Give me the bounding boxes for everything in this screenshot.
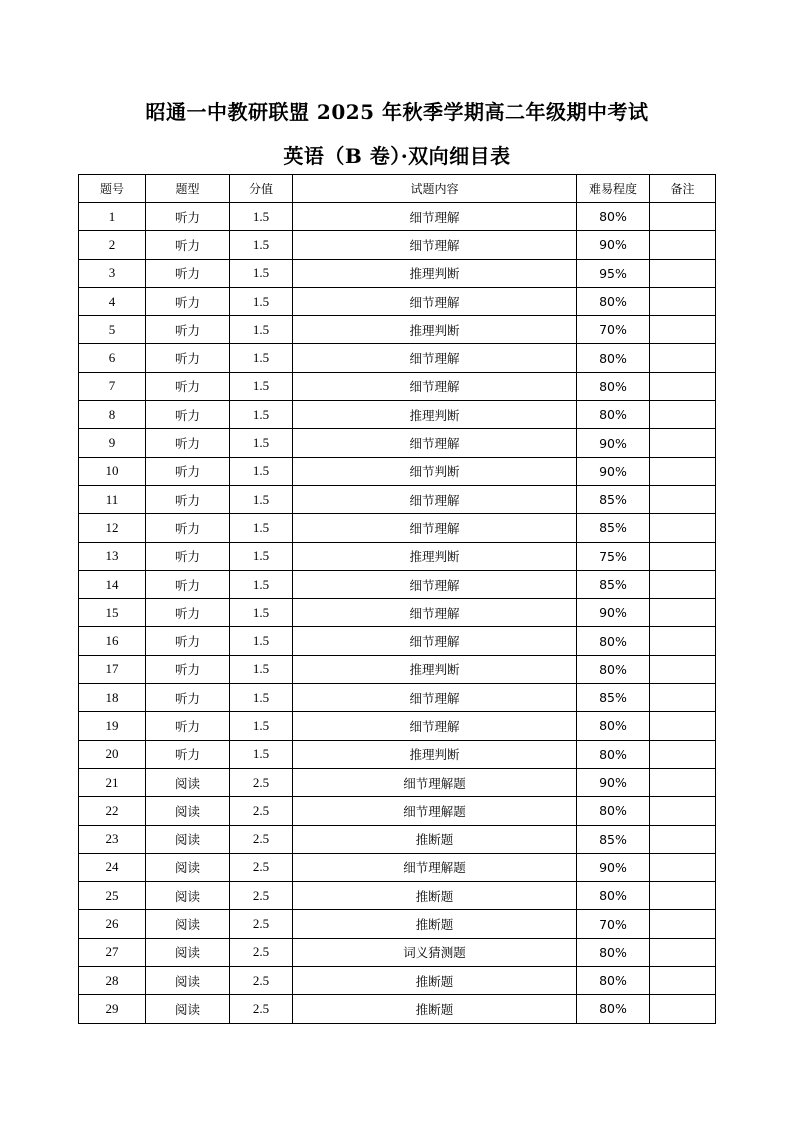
score-cell: 1.5: [230, 570, 293, 598]
score-cell: 1.5: [230, 712, 293, 740]
note-cell: [650, 712, 716, 740]
note-cell: [650, 740, 716, 768]
score-cell: 1.5: [230, 316, 293, 344]
table-row: [79, 203, 716, 231]
difficulty-cell: 90%: [577, 429, 650, 457]
difficulty-cell: 95%: [577, 259, 650, 287]
difficulty-cell: 80%: [577, 797, 650, 825]
table-row: [79, 231, 716, 259]
content-cell: 细节理解: [293, 344, 577, 372]
content-cell: 推断题: [293, 882, 577, 910]
question-number-cell: 6: [79, 344, 146, 372]
question-number-cell: 10: [79, 457, 146, 485]
question-type-cell: 阅读: [146, 825, 230, 853]
note-cell: [650, 655, 716, 683]
table-row: [79, 825, 716, 853]
question-type-cell: 听力: [146, 485, 230, 513]
content-cell: 细节理解题: [293, 797, 577, 825]
table-row: [79, 457, 716, 485]
specification-table: [78, 174, 716, 1024]
note-cell: [650, 910, 716, 938]
question-number-cell: 8: [79, 401, 146, 429]
score-cell: 2.5: [230, 768, 293, 796]
note-cell: [650, 344, 716, 372]
difficulty-cell: 90%: [577, 231, 650, 259]
table-row: [79, 882, 716, 910]
question-type-cell: 听力: [146, 401, 230, 429]
note-cell: [650, 768, 716, 796]
table-row: [79, 570, 716, 598]
score-cell: 2.5: [230, 967, 293, 995]
note-cell: [650, 259, 716, 287]
table-row: [79, 995, 716, 1023]
note-cell: [650, 514, 716, 542]
difficulty-cell: 70%: [577, 316, 650, 344]
content-cell: 细节理解: [293, 627, 577, 655]
question-type-cell: 听力: [146, 627, 230, 655]
question-type-cell: 听力: [146, 457, 230, 485]
content-cell: 词义猜测题: [293, 938, 577, 966]
table-row: [79, 429, 716, 457]
table-row: [79, 599, 716, 627]
difficulty-cell: 80%: [577, 627, 650, 655]
difficulty-cell: 80%: [577, 882, 650, 910]
score-cell: 1.5: [230, 231, 293, 259]
note-cell: [650, 627, 716, 655]
score-cell: 2.5: [230, 938, 293, 966]
question-number-cell: 26: [79, 910, 146, 938]
note-cell: [650, 797, 716, 825]
question-type-cell: 听力: [146, 316, 230, 344]
table-row: [79, 910, 716, 938]
score-cell: 1.5: [230, 429, 293, 457]
content-cell: 细节理解: [293, 684, 577, 712]
score-cell: 1.5: [230, 599, 293, 627]
note-cell: [650, 542, 716, 570]
table-row: [79, 967, 716, 995]
question-number-cell: 7: [79, 372, 146, 400]
content-cell: 细节理解: [293, 231, 577, 259]
note-cell: [650, 457, 716, 485]
score-cell: 1.5: [230, 655, 293, 683]
content-cell: 细节理解题: [293, 768, 577, 796]
content-cell: 细节理解: [293, 599, 577, 627]
score-cell: 1.5: [230, 684, 293, 712]
difficulty-cell: 80%: [577, 287, 650, 315]
score-cell: 1.5: [230, 485, 293, 513]
difficulty-cell: 85%: [577, 514, 650, 542]
question-type-cell: 听力: [146, 514, 230, 542]
header-note: 备注: [650, 175, 716, 203]
content-cell: 推断题: [293, 995, 577, 1023]
difficulty-cell: 90%: [577, 457, 650, 485]
question-number-cell: 17: [79, 655, 146, 683]
question-number-cell: 11: [79, 485, 146, 513]
score-cell: 1.5: [230, 372, 293, 400]
header-difficulty: 难易程度: [577, 175, 650, 203]
difficulty-cell: 70%: [577, 910, 650, 938]
content-cell: 细节理解: [293, 712, 577, 740]
header-content: 试题内容: [293, 175, 577, 203]
content-cell: 推理判断: [293, 316, 577, 344]
question-type-cell: 听力: [146, 684, 230, 712]
question-number-cell: 28: [79, 967, 146, 995]
note-cell: [650, 485, 716, 513]
question-type-cell: 听力: [146, 655, 230, 683]
table-row: [79, 712, 716, 740]
table-row: [79, 768, 716, 796]
question-type-cell: 阅读: [146, 967, 230, 995]
content-cell: 推断题: [293, 910, 577, 938]
difficulty-cell: 80%: [577, 740, 650, 768]
score-cell: 2.5: [230, 825, 293, 853]
question-type-cell: 听力: [146, 231, 230, 259]
content-cell: 推理判断: [293, 542, 577, 570]
question-type-cell: 阅读: [146, 995, 230, 1023]
note-cell: [650, 203, 716, 231]
question-type-cell: 听力: [146, 570, 230, 598]
score-cell: 2.5: [230, 797, 293, 825]
question-type-cell: 听力: [146, 740, 230, 768]
content-cell: 推断题: [293, 825, 577, 853]
question-type-cell: 阅读: [146, 853, 230, 881]
difficulty-cell: 90%: [577, 599, 650, 627]
difficulty-cell: 90%: [577, 768, 650, 796]
note-cell: [650, 316, 716, 344]
difficulty-cell: 80%: [577, 655, 650, 683]
content-cell: 细节理解: [293, 485, 577, 513]
note-cell: [650, 429, 716, 457]
table-row: [79, 627, 716, 655]
score-cell: 2.5: [230, 882, 293, 910]
difficulty-cell: 80%: [577, 401, 650, 429]
question-number-cell: 12: [79, 514, 146, 542]
content-cell: 细节判断: [293, 457, 577, 485]
question-number-cell: 13: [79, 542, 146, 570]
table-row: [79, 344, 716, 372]
table-row: [79, 401, 716, 429]
question-type-cell: 听力: [146, 429, 230, 457]
score-cell: 1.5: [230, 287, 293, 315]
question-type-cell: 阅读: [146, 938, 230, 966]
question-number-cell: 2: [79, 231, 146, 259]
document-title: 昭通一中教研联盟 2025 年秋季学期高二年级期中考试: [145, 100, 649, 124]
table-row: [79, 740, 716, 768]
difficulty-cell: 90%: [577, 853, 650, 881]
table-row: [79, 542, 716, 570]
difficulty-cell: 80%: [577, 372, 650, 400]
note-cell: [650, 995, 716, 1023]
table-row: [79, 684, 716, 712]
score-cell: 2.5: [230, 853, 293, 881]
table-row: [79, 259, 716, 287]
note-cell: [650, 825, 716, 853]
question-type-cell: 听力: [146, 287, 230, 315]
question-number-cell: 14: [79, 570, 146, 598]
question-number-cell: 19: [79, 712, 146, 740]
score-cell: 1.5: [230, 457, 293, 485]
question-number-cell: 3: [79, 259, 146, 287]
note-cell: [650, 882, 716, 910]
header-score: 分值: [230, 175, 293, 203]
question-type-cell: 阅读: [146, 797, 230, 825]
score-cell: 2.5: [230, 995, 293, 1023]
difficulty-cell: 80%: [577, 938, 650, 966]
note-cell: [650, 967, 716, 995]
score-cell: 1.5: [230, 203, 293, 231]
content-cell: 细节理解: [293, 203, 577, 231]
question-type-cell: 听力: [146, 542, 230, 570]
score-cell: 2.5: [230, 910, 293, 938]
content-cell: 细节理解: [293, 570, 577, 598]
question-number-cell: 5: [79, 316, 146, 344]
question-type-cell: 阅读: [146, 882, 230, 910]
table-body: [79, 203, 716, 1024]
difficulty-cell: 80%: [577, 967, 650, 995]
question-number-cell: 18: [79, 684, 146, 712]
question-number-cell: 27: [79, 938, 146, 966]
note-cell: [650, 372, 716, 400]
content-cell: 细节理解: [293, 514, 577, 542]
note-cell: [650, 938, 716, 966]
question-number-cell: 22: [79, 797, 146, 825]
difficulty-cell: 85%: [577, 684, 650, 712]
question-type-cell: 听力: [146, 712, 230, 740]
score-cell: 1.5: [230, 401, 293, 429]
note-cell: [650, 231, 716, 259]
content-cell: 推理判断: [293, 740, 577, 768]
score-cell: 1.5: [230, 514, 293, 542]
question-type-cell: 听力: [146, 372, 230, 400]
content-cell: 推理判断: [293, 655, 577, 683]
table-row: [79, 938, 716, 966]
question-number-cell: 23: [79, 825, 146, 853]
table-header-row: [79, 175, 716, 203]
difficulty-cell: 80%: [577, 203, 650, 231]
score-cell: 1.5: [230, 740, 293, 768]
note-cell: [650, 401, 716, 429]
note-cell: [650, 599, 716, 627]
table-row: [79, 853, 716, 881]
table-row: [79, 372, 716, 400]
note-cell: [650, 570, 716, 598]
content-cell: 推理判断: [293, 259, 577, 287]
header-question-type: 题型: [146, 175, 230, 203]
document-subtitle: 英语（B 卷）·双向细目表: [283, 144, 511, 168]
question-type-cell: 阅读: [146, 768, 230, 796]
content-cell: 细节理解题: [293, 853, 577, 881]
content-cell: 推理判断: [293, 401, 577, 429]
question-type-cell: 阅读: [146, 910, 230, 938]
table-row: [79, 655, 716, 683]
question-type-cell: 听力: [146, 203, 230, 231]
question-number-cell: 16: [79, 627, 146, 655]
note-cell: [650, 684, 716, 712]
question-type-cell: 听力: [146, 259, 230, 287]
question-number-cell: 1: [79, 203, 146, 231]
difficulty-cell: 80%: [577, 712, 650, 740]
table-row: [79, 514, 716, 542]
content-cell: 细节理解: [293, 372, 577, 400]
content-cell: 推断题: [293, 967, 577, 995]
table-row: [79, 797, 716, 825]
note-cell: [650, 853, 716, 881]
score-cell: 1.5: [230, 259, 293, 287]
table-row: [79, 287, 716, 315]
question-type-cell: 听力: [146, 599, 230, 627]
difficulty-cell: 85%: [577, 485, 650, 513]
content-cell: 细节理解: [293, 287, 577, 315]
question-number-cell: 21: [79, 768, 146, 796]
difficulty-cell: 80%: [577, 344, 650, 372]
content-cell: 细节理解: [293, 429, 577, 457]
question-number-cell: 24: [79, 853, 146, 881]
table-row: [79, 316, 716, 344]
question-number-cell: 29: [79, 995, 146, 1023]
question-number-cell: 9: [79, 429, 146, 457]
score-cell: 1.5: [230, 344, 293, 372]
difficulty-cell: 80%: [577, 995, 650, 1023]
question-number-cell: 15: [79, 599, 146, 627]
question-number-cell: 20: [79, 740, 146, 768]
note-cell: [650, 287, 716, 315]
score-cell: 1.5: [230, 542, 293, 570]
question-number-cell: 4: [79, 287, 146, 315]
score-cell: 1.5: [230, 627, 293, 655]
question-number-cell: 25: [79, 882, 146, 910]
table-row: [79, 485, 716, 513]
header-question-number: 题号: [79, 175, 146, 203]
difficulty-cell: 85%: [577, 570, 650, 598]
question-type-cell: 听力: [146, 344, 230, 372]
difficulty-cell: 75%: [577, 542, 650, 570]
difficulty-cell: 85%: [577, 825, 650, 853]
